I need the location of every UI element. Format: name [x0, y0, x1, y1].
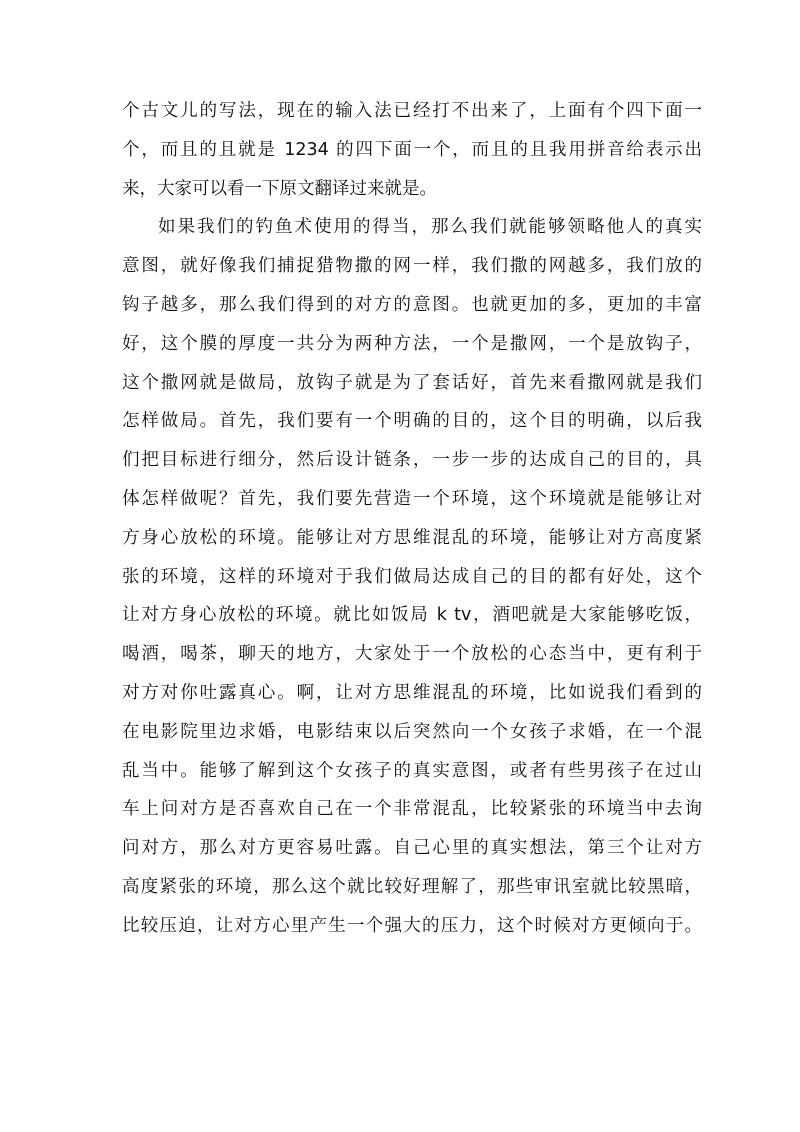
paragraph-1: [122, 92, 702, 208]
text-line: 钩子越多，那么我们得到的对方的意图。也就更加的多，更加的丰富: [122, 294, 702, 315]
text-line: 张的环境，这样的环境对于我们做局达成自己的目的都有好处，这个: [122, 566, 702, 587]
text-line: 这个撒网就是做局，放钩子就是为了套话好，首先来看撒网就是我们: [122, 372, 702, 393]
text-line: 个，而且的且就是 1234 的四下面一个，而且的且我用拼音给表示出: [122, 139, 702, 160]
text-line: 如果我们的钓鱼术使用的得当，那么我们就能够领略他人的真实: [158, 217, 702, 238]
text-line: 车上问对方是否喜欢自己在一个非常混乱，比较紧张的环境当中去询: [122, 799, 702, 820]
text-line: 在电影院里边求婚，电影结束以后突然向一个女孩子求婚，在一个混: [122, 721, 702, 742]
body-text: [122, 92, 702, 946]
text-line: 们把目标进行细分，然后设计链条，一步一步的达成自己的目的，具: [122, 450, 702, 471]
text-line: 个古文儿的写法，现在的输入法已经打不出来了，上面有个四下面一: [122, 101, 702, 121]
text-line: 来，大家可以看一下原文翻译过来就是。: [122, 178, 437, 199]
text-line: 让对方身心放松的环境。就比如饭局 k tv，酒吧就是大家能够吃饭，: [122, 605, 702, 626]
text-line: 乱当中。能够了解到这个女孩子的真实意图，或者有些男孩子在过山: [122, 760, 702, 781]
paragraph-2: [122, 208, 702, 945]
text-line: 比较压迫，让对方心里产生一个强大的压力，这个时候对方更倾向于。: [122, 915, 702, 936]
text-line: 意图，就好像我们捕捉猎物撒的网一样，我们撒的网越多，我们放的: [122, 256, 702, 277]
text-line: 方身心放松的环境。能够让对方思维混乱的环境，能够让对方高度紧: [122, 527, 702, 548]
text-line: 好，这个膜的厚度一共分为两种方法，一个是撒网，一个是放钩子，: [122, 333, 702, 354]
text-line: 对方对你吐露真心。啊，让对方思维混乱的环境，比如说我们看到的: [122, 682, 702, 703]
text-line: 怎样做局。首先，我们要有一个明确的目的，这个目的明确，以后我: [122, 411, 702, 432]
text-line: 高度紧张的环境，那么这个就比较好理解了，那些审讯室就比较黑暗，: [122, 876, 702, 897]
text-line: 喝酒，喝茶，聊天的地方，大家处于一个放松的心态当中，更有利于: [122, 644, 702, 665]
text-line: 问对方，那么对方更容易吐露。自己心里的真实想法，第三个让对方: [122, 838, 702, 859]
text-line: 体怎样做呢？首先，我们要先营造一个环境，这个环境就是能够让对: [122, 488, 702, 509]
